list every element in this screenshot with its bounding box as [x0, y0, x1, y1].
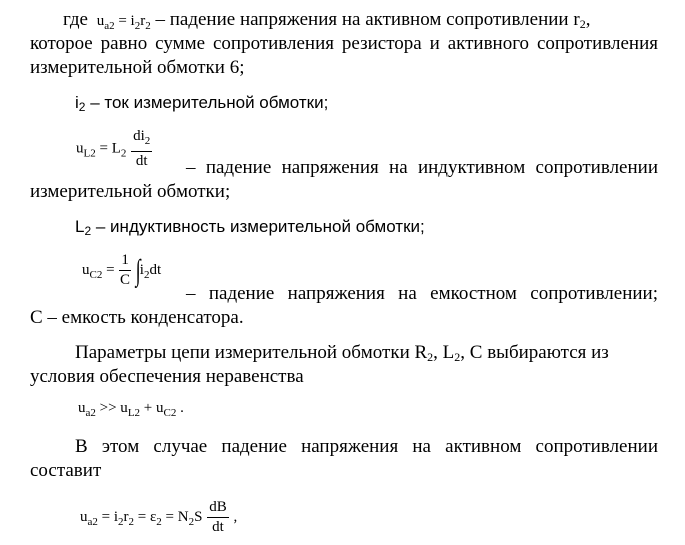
formula-symbol: = L: [95, 140, 121, 157]
formula-subscript: 2: [128, 515, 135, 528]
formula-subscript: a2: [104, 20, 115, 32]
para-4: [75, 216, 685, 242]
para-1-line-2: которое равно сумме сопротивления резистора и активного сопротивления: [30, 33, 658, 54]
text: , C выбираются из: [460, 342, 609, 363]
formula-inequality: [78, 400, 184, 419]
formula-subscript: C2: [163, 407, 177, 419]
para-2: [75, 92, 685, 118]
formula-uC2: [82, 252, 161, 289]
para-6-line-2: условия обеспечения неравенства: [30, 366, 304, 387]
para-5-line-2: C – емкость конденсатора.: [30, 307, 244, 328]
formula-subscript: 2: [145, 20, 151, 32]
formula-subscript: 2: [118, 515, 124, 528]
para-7-line-1: В этом случае падение напряжения на активном сопротивлении: [75, 436, 658, 457]
formula-symbol: >> u: [95, 400, 128, 416]
formula-symbol: + u: [140, 400, 164, 416]
fraction-denominator: dt: [135, 153, 148, 169]
formula-last: [80, 499, 237, 536]
text-inductance: – индуктивность измерительной обмотки;: [91, 217, 425, 236]
text-active-resistance: – падение напряжения на активном сопротивлении r: [155, 9, 580, 30]
subscript: 2: [454, 350, 461, 364]
formula-subscript: a2: [87, 515, 98, 528]
fraction-denominator: dt: [212, 519, 224, 535]
formula-symbol: =: [102, 261, 119, 278]
text: , L: [433, 342, 455, 363]
formula-subscript: 2: [156, 515, 162, 528]
subscript: 2: [84, 224, 92, 238]
para-3-line-1: – падение напряжения на индуктивном сопротивлении: [186, 157, 658, 178]
text-current: – ток измерительной обмотки;: [85, 93, 329, 112]
para-6-line-1: [75, 342, 658, 368]
subscript: 2: [78, 100, 86, 114]
formula-symbol: u: [96, 13, 105, 29]
fraction-numerator: dB: [207, 499, 229, 518]
punct: ,: [585, 9, 591, 30]
fraction-denominator: C: [120, 272, 131, 288]
integral-sign: ∫: [135, 253, 141, 287]
formula-symbol: u: [78, 400, 86, 416]
fraction-di-dt: [131, 128, 152, 170]
symbol-i: i: [75, 93, 79, 112]
formula-symbol: u: [76, 140, 84, 157]
formula-subscript: 2: [188, 515, 195, 528]
word-where: где: [63, 9, 88, 30]
formula-symbol: u: [82, 261, 90, 278]
formula-symbol: r: [123, 508, 129, 525]
formula-subscript: L2: [83, 147, 96, 160]
formula-symbol: u: [80, 508, 88, 525]
text: Параметры цепи измерительной обмотки R: [75, 342, 428, 363]
subscript: 2: [427, 350, 434, 364]
symbol-L: L: [75, 217, 85, 236]
fraction-numerator: [131, 128, 152, 152]
formula-symbol: = ε: [134, 508, 157, 525]
formula-subscript: 2: [120, 147, 127, 160]
para-1-line-3: измерительной обмотки 6;: [30, 57, 245, 78]
formula-symbol: i: [139, 261, 144, 278]
formula-subscript: L2: [127, 407, 141, 419]
formula-uL2: [76, 128, 153, 170]
formula-subscript: 2: [144, 135, 151, 147]
fraction-numerator: 1: [119, 252, 131, 271]
formula-subscript: a2: [85, 407, 96, 419]
para-7-line-2: составит: [30, 460, 102, 481]
formula-symbol: di: [133, 128, 145, 144]
formula-symbol: r: [140, 13, 146, 29]
formula-symbol: S: [194, 508, 203, 525]
formula-subscript: C2: [89, 268, 103, 281]
para-5-line-1: – падение напряжения на емкостном сопротивлении;: [186, 283, 658, 304]
fraction-1-C: [119, 252, 131, 289]
formula-symbol: = i: [114, 13, 135, 29]
fraction-dB-dt: [207, 499, 229, 536]
formula-symbol: .: [176, 400, 184, 416]
formula-symbol: = i: [97, 508, 119, 525]
formula-subscript: 2: [143, 268, 150, 281]
formula-symbol: ,: [229, 508, 238, 525]
formula-symbol: = N: [161, 508, 189, 525]
para-3-line-2: измерительной обмотки;: [30, 181, 231, 202]
formula-subscript: 2: [134, 20, 141, 32]
formula-symbol: dt: [149, 261, 162, 278]
subscript: 2: [579, 17, 586, 31]
